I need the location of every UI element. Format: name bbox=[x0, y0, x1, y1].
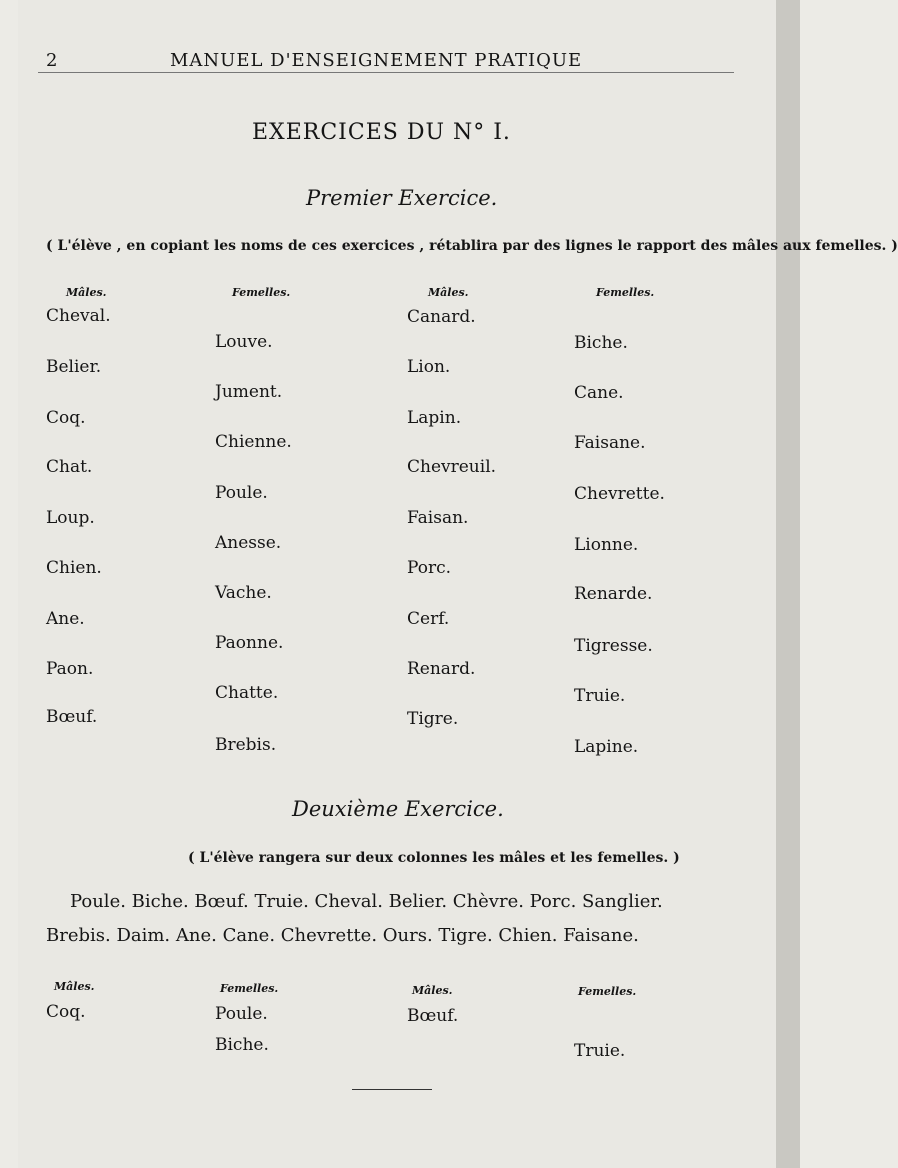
running-title: MANUEL D'ENSEIGNEMENT PRATIQUE bbox=[170, 50, 583, 71]
ex1-male-left: Coq. bbox=[46, 408, 86, 428]
ex1-male-right: Canard. bbox=[407, 307, 476, 327]
ex2-col-femelles-left: Femelles. bbox=[220, 982, 279, 995]
ex1-male-left: Paon. bbox=[46, 659, 94, 679]
ex1-male-left: Loup. bbox=[46, 508, 95, 528]
ex1-femelle-left: Anesse. bbox=[215, 533, 282, 553]
ex2-male-right: Bœuf. bbox=[407, 1006, 459, 1026]
ex1-col-femelles-left: Femelles. bbox=[232, 286, 291, 299]
ex2-femelle-left: Poule. bbox=[215, 1004, 268, 1024]
closing-rule bbox=[352, 1089, 432, 1090]
ex1-col-males-left: Mâles. bbox=[66, 286, 107, 299]
ex1-male-left: Ane. bbox=[46, 609, 85, 629]
section-title: EXERCICES DU N° I. bbox=[252, 120, 511, 145]
ex1-male-left: Cheval. bbox=[46, 306, 111, 326]
ex1-femelle-right: Biche. bbox=[574, 333, 628, 353]
exercise1-title: Premier Exercice. bbox=[306, 186, 498, 210]
ex1-male-left: Chat. bbox=[46, 457, 93, 477]
ex2-femelle-right: Truie. bbox=[574, 1041, 626, 1061]
page-number: 2 bbox=[46, 50, 59, 71]
ex1-male-right: Faisan. bbox=[407, 508, 469, 528]
exercise2-instruction: ( L'élève rangera sur deux colonnes les mâles et les femelles. ) bbox=[188, 850, 680, 866]
ex1-male-right: Chevreuil. bbox=[407, 457, 497, 477]
exercise2-title: Deuxième Exercice. bbox=[292, 797, 504, 821]
ex1-femelle-left: Chienne. bbox=[215, 432, 292, 452]
ex1-male-left: Chien. bbox=[46, 558, 102, 578]
ex1-femelle-right: Chevrette. bbox=[574, 484, 665, 504]
ex1-femelle-right: Faisane. bbox=[574, 433, 646, 453]
ex1-male-left: Bœuf. bbox=[46, 707, 98, 727]
ex1-femelle-right: Truie. bbox=[574, 686, 626, 706]
ex2-col-males-left: Mâles. bbox=[54, 980, 95, 993]
ex1-femelle-left: Jument. bbox=[215, 382, 283, 402]
ex1-col-femelles-right: Femelles. bbox=[596, 286, 655, 299]
ex1-femelle-right: Lapine. bbox=[574, 737, 639, 757]
ex1-femelle-right: Renarde. bbox=[574, 584, 653, 604]
ex1-male-right: Lion. bbox=[407, 357, 451, 377]
ex1-col-males-right: Mâles. bbox=[428, 286, 469, 299]
header-rule bbox=[38, 72, 734, 73]
ex2-male-left: Coq. bbox=[46, 1002, 86, 1022]
ex1-male-right: Cerf. bbox=[407, 609, 450, 629]
ex2-col-males-right: Mâles. bbox=[412, 984, 453, 997]
ex1-femelle-right: Cane. bbox=[574, 383, 624, 403]
ex1-femelle-right: Lionne. bbox=[574, 535, 639, 555]
ex1-femelle-left: Vache. bbox=[215, 583, 272, 603]
page-edge bbox=[776, 0, 800, 1168]
ex1-femelle-left: Chatte. bbox=[215, 683, 279, 703]
exercise2-word-line-2: Brebis. Daim. Ane. Cane. Chevrette. Ours. Tigre. Chien. Faisane. bbox=[46, 925, 639, 946]
ex1-femelle-left: Poule. bbox=[215, 483, 268, 503]
book-page bbox=[18, 0, 776, 1168]
ex1-male-right: Porc. bbox=[407, 558, 452, 578]
ex1-male-right: Renard. bbox=[407, 659, 476, 679]
exercise2-word-line-1: Poule. Biche. Bœuf. Truie. Cheval. Belier. Chèvre. Porc. Sanglier. bbox=[70, 891, 663, 912]
ex2-col-femelles-right: Femelles. bbox=[578, 985, 637, 998]
ex2-femelle-left: Biche. bbox=[215, 1035, 269, 1055]
ex1-male-right: Tigre. bbox=[407, 709, 459, 729]
ex1-femelle-left: Paonne. bbox=[215, 633, 284, 653]
ex1-male-left: Belier. bbox=[46, 357, 102, 377]
ex1-male-right: Lapin. bbox=[407, 408, 462, 428]
ex1-femelle-left: Louve. bbox=[215, 332, 273, 352]
ex1-femelle-right: Tigresse. bbox=[574, 636, 653, 656]
exercise1-instruction: ( L'élève , en copiant les noms de ces exercices , rétablira par des lignes le rapport des mâles aux femelles. ) bbox=[46, 238, 898, 254]
ex1-femelle-left: Brebis. bbox=[215, 735, 277, 755]
